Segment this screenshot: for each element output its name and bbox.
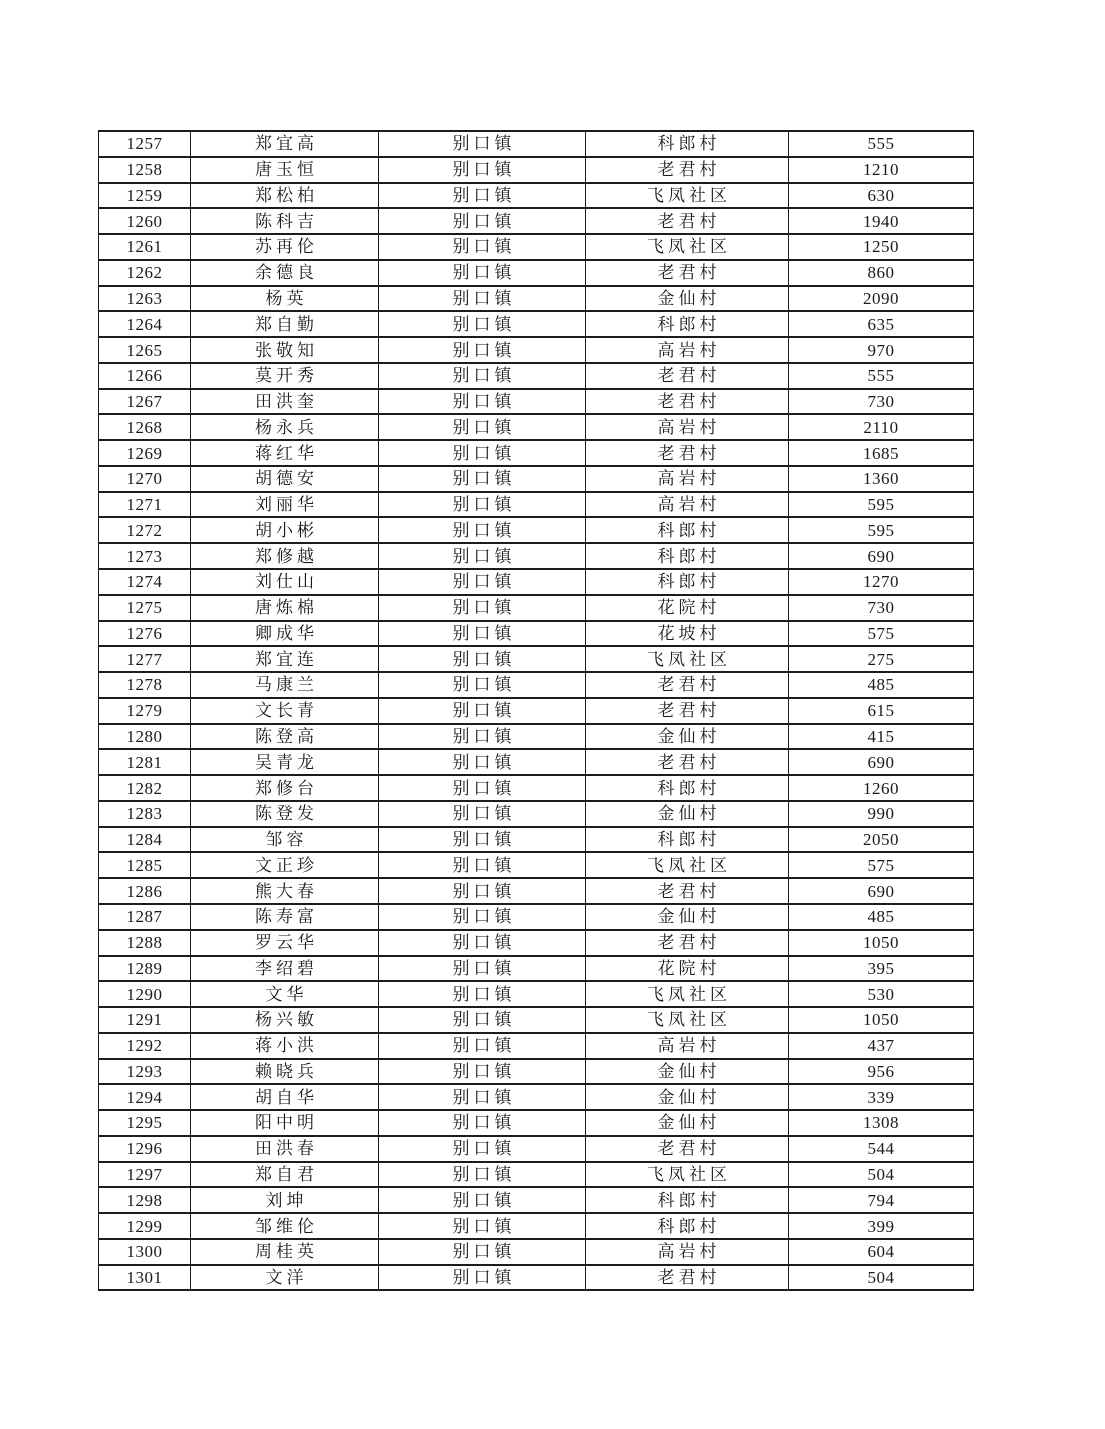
table-cell-town: 别口镇 bbox=[379, 1239, 586, 1265]
table-cell-town: 别口镇 bbox=[379, 1265, 586, 1291]
table-cell-town: 别口镇 bbox=[379, 1110, 586, 1136]
table-cell-village: 花院村 bbox=[586, 956, 789, 982]
table-cell-town: 别口镇 bbox=[379, 131, 586, 157]
table-cell-name: 罗云华 bbox=[191, 930, 379, 956]
table-cell-name: 邹维伦 bbox=[191, 1213, 379, 1239]
table-cell-name: 唐炼棉 bbox=[191, 595, 379, 621]
table-cell-village: 老君村 bbox=[586, 363, 789, 389]
table-cell-amount: 339 bbox=[789, 1084, 974, 1110]
table-cell-amount: 630 bbox=[789, 183, 974, 209]
table-cell-town: 别口镇 bbox=[379, 414, 586, 440]
table-cell-amount: 595 bbox=[789, 517, 974, 543]
table-cell-index: 1272 bbox=[99, 517, 191, 543]
table-cell-index: 1301 bbox=[99, 1265, 191, 1291]
table-cell-town: 别口镇 bbox=[379, 904, 586, 930]
table-cell-index: 1276 bbox=[99, 621, 191, 647]
table-cell-index: 1269 bbox=[99, 440, 191, 466]
table-cell-town: 别口镇 bbox=[379, 852, 586, 878]
table-cell-index: 1258 bbox=[99, 157, 191, 183]
table-cell-town: 别口镇 bbox=[379, 183, 586, 209]
table-cell-town: 别口镇 bbox=[379, 157, 586, 183]
table-cell-amount: 1360 bbox=[789, 466, 974, 492]
table-cell-town: 别口镇 bbox=[379, 569, 586, 595]
table-cell-name: 赖晓兵 bbox=[191, 1059, 379, 1085]
table-cell-village: 金仙村 bbox=[586, 904, 789, 930]
table-cell-amount: 415 bbox=[789, 724, 974, 750]
table-cell-name: 郑修越 bbox=[191, 543, 379, 569]
table-cell-index: 1288 bbox=[99, 930, 191, 956]
table-cell-index: 1261 bbox=[99, 234, 191, 260]
table-cell-village: 金仙村 bbox=[586, 724, 789, 750]
table-cell-index: 1294 bbox=[99, 1084, 191, 1110]
table-cell-amount: 485 bbox=[789, 672, 974, 698]
table-cell-town: 别口镇 bbox=[379, 956, 586, 982]
table-cell-amount: 575 bbox=[789, 621, 974, 647]
table-cell-amount: 485 bbox=[789, 904, 974, 930]
table-cell-index: 1289 bbox=[99, 956, 191, 982]
table-row bbox=[99, 492, 974, 518]
table-cell-index: 1281 bbox=[99, 749, 191, 775]
table-cell-index: 1265 bbox=[99, 337, 191, 363]
table-cell-amount: 595 bbox=[789, 492, 974, 518]
table-cell-index: 1295 bbox=[99, 1110, 191, 1136]
table-cell-amount: 437 bbox=[789, 1033, 974, 1059]
table-cell-index: 1290 bbox=[99, 981, 191, 1007]
table-cell-town: 别口镇 bbox=[379, 208, 586, 234]
table-cell-amount: 1050 bbox=[789, 930, 974, 956]
table-cell-name: 杨英 bbox=[191, 286, 379, 312]
table-cell-amount: 970 bbox=[789, 337, 974, 363]
table-cell-village: 老君村 bbox=[586, 878, 789, 904]
table-cell-name: 文正珍 bbox=[191, 852, 379, 878]
table-cell-amount: 860 bbox=[789, 260, 974, 286]
table-cell-town: 别口镇 bbox=[379, 1213, 586, 1239]
table-cell-village: 老君村 bbox=[586, 672, 789, 698]
table-cell-village: 老君村 bbox=[586, 749, 789, 775]
table-cell-village: 飞凤社区 bbox=[586, 234, 789, 260]
table-cell-amount: 1685 bbox=[789, 440, 974, 466]
table-row bbox=[99, 569, 974, 595]
table-row bbox=[99, 466, 974, 492]
table-cell-name: 李绍碧 bbox=[191, 956, 379, 982]
table-cell-amount: 1050 bbox=[789, 1007, 974, 1033]
table-cell-town: 别口镇 bbox=[379, 517, 586, 543]
table-cell-village: 花院村 bbox=[586, 595, 789, 621]
table-cell-name: 刘仕山 bbox=[191, 569, 379, 595]
table-cell-amount: 2050 bbox=[789, 827, 974, 853]
table-cell-village: 飞凤社区 bbox=[586, 1162, 789, 1188]
table-cell-amount: 1940 bbox=[789, 208, 974, 234]
table-row bbox=[99, 930, 974, 956]
table-row bbox=[99, 131, 974, 157]
table-cell-name: 周桂英 bbox=[191, 1239, 379, 1265]
table-cell-name: 郑松柏 bbox=[191, 183, 379, 209]
table-cell-village: 高岩村 bbox=[586, 1033, 789, 1059]
table-cell-village: 金仙村 bbox=[586, 1059, 789, 1085]
table-row bbox=[99, 414, 974, 440]
table-cell-village: 高岩村 bbox=[586, 1239, 789, 1265]
table-cell-index: 1268 bbox=[99, 414, 191, 440]
table-cell-amount: 730 bbox=[789, 389, 974, 415]
table-cell-town: 别口镇 bbox=[379, 466, 586, 492]
table-cell-town: 别口镇 bbox=[379, 801, 586, 827]
table-row bbox=[99, 1033, 974, 1059]
table-cell-town: 别口镇 bbox=[379, 878, 586, 904]
table-cell-town: 别口镇 bbox=[379, 440, 586, 466]
table-cell-amount: 794 bbox=[789, 1187, 974, 1213]
table-cell-name: 张敬知 bbox=[191, 337, 379, 363]
table-row bbox=[99, 1239, 974, 1265]
table-cell-town: 别口镇 bbox=[379, 672, 586, 698]
table-cell-village: 科郎村 bbox=[586, 131, 789, 157]
table-cell-name: 杨兴敏 bbox=[191, 1007, 379, 1033]
table-cell-amount: 1250 bbox=[789, 234, 974, 260]
table-cell-town: 别口镇 bbox=[379, 698, 586, 724]
table-cell-amount: 275 bbox=[789, 646, 974, 672]
table-cell-name: 陈寿富 bbox=[191, 904, 379, 930]
table-cell-town: 别口镇 bbox=[379, 543, 586, 569]
table-cell-index: 1277 bbox=[99, 646, 191, 672]
table-row bbox=[99, 827, 974, 853]
table-cell-town: 别口镇 bbox=[379, 775, 586, 801]
table-cell-amount: 730 bbox=[789, 595, 974, 621]
table-cell-town: 别口镇 bbox=[379, 930, 586, 956]
table-cell-village: 高岩村 bbox=[586, 414, 789, 440]
table-cell-amount: 555 bbox=[789, 131, 974, 157]
table-cell-town: 别口镇 bbox=[379, 1007, 586, 1033]
table-cell-index: 1292 bbox=[99, 1033, 191, 1059]
table-cell-town: 别口镇 bbox=[379, 260, 586, 286]
table-cell-amount: 956 bbox=[789, 1059, 974, 1085]
table-cell-amount: 690 bbox=[789, 543, 974, 569]
table-cell-village: 科郎村 bbox=[586, 1213, 789, 1239]
table-row bbox=[99, 646, 974, 672]
table-cell-name: 文长青 bbox=[191, 698, 379, 724]
table-cell-index: 1296 bbox=[99, 1136, 191, 1162]
table-cell-name: 唐玉恒 bbox=[191, 157, 379, 183]
table-cell-index: 1285 bbox=[99, 852, 191, 878]
table-row bbox=[99, 260, 974, 286]
table-row bbox=[99, 621, 974, 647]
table-row bbox=[99, 724, 974, 750]
table-cell-town: 别口镇 bbox=[379, 621, 586, 647]
table-cell-index: 1297 bbox=[99, 1162, 191, 1188]
table-cell-amount: 1270 bbox=[789, 569, 974, 595]
table-cell-name: 胡自华 bbox=[191, 1084, 379, 1110]
table-row bbox=[99, 363, 974, 389]
table-cell-index: 1299 bbox=[99, 1213, 191, 1239]
table-row bbox=[99, 956, 974, 982]
table-row bbox=[99, 1084, 974, 1110]
table-cell-village: 高岩村 bbox=[586, 492, 789, 518]
table-row bbox=[99, 183, 974, 209]
table-cell-town: 别口镇 bbox=[379, 1059, 586, 1085]
table-row bbox=[99, 595, 974, 621]
table-cell-name: 蒋小洪 bbox=[191, 1033, 379, 1059]
table-cell-village: 科郎村 bbox=[586, 827, 789, 853]
table-row bbox=[99, 157, 974, 183]
table-row bbox=[99, 517, 974, 543]
table-row bbox=[99, 1059, 974, 1085]
table-row bbox=[99, 672, 974, 698]
table-cell-name: 卿成华 bbox=[191, 621, 379, 647]
table-cell-amount: 555 bbox=[789, 363, 974, 389]
table-cell-town: 别口镇 bbox=[379, 337, 586, 363]
table-cell-name: 苏再伦 bbox=[191, 234, 379, 260]
table-row bbox=[99, 337, 974, 363]
table-cell-village: 老君村 bbox=[586, 208, 789, 234]
table-cell-town: 别口镇 bbox=[379, 1033, 586, 1059]
table-cell-name: 莫开秀 bbox=[191, 363, 379, 389]
table-cell-town: 别口镇 bbox=[379, 1162, 586, 1188]
table-cell-name: 田洪奎 bbox=[191, 389, 379, 415]
table-row bbox=[99, 801, 974, 827]
table-row bbox=[99, 1136, 974, 1162]
table-row bbox=[99, 904, 974, 930]
table-cell-village: 金仙村 bbox=[586, 1110, 789, 1136]
table-row bbox=[99, 878, 974, 904]
roster-table bbox=[98, 130, 974, 1291]
table-cell-index: 1267 bbox=[99, 389, 191, 415]
table-cell-index: 1260 bbox=[99, 208, 191, 234]
table-cell-village: 老君村 bbox=[586, 1136, 789, 1162]
table-cell-town: 别口镇 bbox=[379, 1187, 586, 1213]
table-cell-index: 1259 bbox=[99, 183, 191, 209]
table-row bbox=[99, 234, 974, 260]
table-cell-village: 科郎村 bbox=[586, 517, 789, 543]
table-cell-amount: 504 bbox=[789, 1265, 974, 1291]
table-cell-index: 1264 bbox=[99, 311, 191, 337]
table-cell-town: 别口镇 bbox=[379, 749, 586, 775]
table-cell-village: 高岩村 bbox=[586, 337, 789, 363]
table-cell-village: 飞凤社区 bbox=[586, 646, 789, 672]
table-cell-village: 老君村 bbox=[586, 1265, 789, 1291]
table-cell-village: 高岩村 bbox=[586, 466, 789, 492]
table-cell-amount: 690 bbox=[789, 878, 974, 904]
table-cell-village: 金仙村 bbox=[586, 801, 789, 827]
table-cell-name: 刘丽华 bbox=[191, 492, 379, 518]
table-cell-name: 吴青龙 bbox=[191, 749, 379, 775]
table-cell-name: 郑自君 bbox=[191, 1162, 379, 1188]
table-cell-town: 别口镇 bbox=[379, 363, 586, 389]
table-cell-village: 老君村 bbox=[586, 389, 789, 415]
table-row bbox=[99, 286, 974, 312]
table-cell-village: 飞凤社区 bbox=[586, 852, 789, 878]
table-cell-amount: 990 bbox=[789, 801, 974, 827]
table-cell-index: 1262 bbox=[99, 260, 191, 286]
table-cell-village: 金仙村 bbox=[586, 1084, 789, 1110]
table-cell-index: 1270 bbox=[99, 466, 191, 492]
table-cell-name: 阳中明 bbox=[191, 1110, 379, 1136]
table-cell-index: 1298 bbox=[99, 1187, 191, 1213]
table-row bbox=[99, 208, 974, 234]
table-cell-village: 科郎村 bbox=[586, 775, 789, 801]
table-cell-name: 郑宜高 bbox=[191, 131, 379, 157]
table-cell-amount: 1210 bbox=[789, 157, 974, 183]
table-cell-amount: 504 bbox=[789, 1162, 974, 1188]
table-cell-index: 1266 bbox=[99, 363, 191, 389]
table-cell-name: 陈登高 bbox=[191, 724, 379, 750]
table-cell-town: 别口镇 bbox=[379, 286, 586, 312]
table-cell-name: 余德良 bbox=[191, 260, 379, 286]
table-row bbox=[99, 1007, 974, 1033]
table-cell-index: 1273 bbox=[99, 543, 191, 569]
table-cell-name: 马康兰 bbox=[191, 672, 379, 698]
table-cell-index: 1279 bbox=[99, 698, 191, 724]
table-cell-town: 别口镇 bbox=[379, 234, 586, 260]
table-cell-index: 1283 bbox=[99, 801, 191, 827]
table-cell-amount: 575 bbox=[789, 852, 974, 878]
table-cell-village: 飞凤社区 bbox=[586, 1007, 789, 1033]
table-row bbox=[99, 1162, 974, 1188]
table-cell-amount: 1308 bbox=[789, 1110, 974, 1136]
table-cell-village: 金仙村 bbox=[586, 286, 789, 312]
table-cell-index: 1291 bbox=[99, 1007, 191, 1033]
table-row bbox=[99, 1265, 974, 1291]
table-cell-name: 郑宜连 bbox=[191, 646, 379, 672]
table-cell-town: 别口镇 bbox=[379, 492, 586, 518]
table-cell-village: 科郎村 bbox=[586, 543, 789, 569]
table-cell-name: 蒋红华 bbox=[191, 440, 379, 466]
table-cell-amount: 1260 bbox=[789, 775, 974, 801]
table-cell-village: 科郎村 bbox=[586, 569, 789, 595]
table-cell-name: 胡德安 bbox=[191, 466, 379, 492]
table-cell-town: 别口镇 bbox=[379, 827, 586, 853]
table-cell-town: 别口镇 bbox=[379, 724, 586, 750]
table-cell-village: 老君村 bbox=[586, 930, 789, 956]
table-cell-index: 1271 bbox=[99, 492, 191, 518]
table-cell-index: 1257 bbox=[99, 131, 191, 157]
table-cell-amount: 615 bbox=[789, 698, 974, 724]
table-cell-index: 1282 bbox=[99, 775, 191, 801]
table-row bbox=[99, 1187, 974, 1213]
table-row bbox=[99, 389, 974, 415]
table-cell-index: 1263 bbox=[99, 286, 191, 312]
table-cell-amount: 2110 bbox=[789, 414, 974, 440]
table-cell-index: 1287 bbox=[99, 904, 191, 930]
table-cell-amount: 530 bbox=[789, 981, 974, 1007]
table-cell-name: 田洪春 bbox=[191, 1136, 379, 1162]
table-cell-name: 熊大春 bbox=[191, 878, 379, 904]
roster-table-body bbox=[99, 131, 974, 1290]
table-cell-amount: 395 bbox=[789, 956, 974, 982]
table-cell-town: 别口镇 bbox=[379, 646, 586, 672]
table-cell-amount: 2090 bbox=[789, 286, 974, 312]
table-cell-village: 科郎村 bbox=[586, 311, 789, 337]
table-cell-name: 陈登发 bbox=[191, 801, 379, 827]
table-cell-village: 老君村 bbox=[586, 698, 789, 724]
table-cell-name: 陈科吉 bbox=[191, 208, 379, 234]
table-row bbox=[99, 981, 974, 1007]
table-cell-village: 老君村 bbox=[586, 440, 789, 466]
table-cell-amount: 604 bbox=[789, 1239, 974, 1265]
table-cell-name: 文华 bbox=[191, 981, 379, 1007]
table-cell-index: 1275 bbox=[99, 595, 191, 621]
table-row bbox=[99, 311, 974, 337]
table-cell-town: 别口镇 bbox=[379, 389, 586, 415]
table-cell-village: 老君村 bbox=[586, 260, 789, 286]
table-cell-name: 邹容 bbox=[191, 827, 379, 853]
table-cell-index: 1293 bbox=[99, 1059, 191, 1085]
table-cell-town: 别口镇 bbox=[379, 311, 586, 337]
table-cell-index: 1278 bbox=[99, 672, 191, 698]
table-cell-index: 1280 bbox=[99, 724, 191, 750]
table-cell-town: 别口镇 bbox=[379, 981, 586, 1007]
table-cell-index: 1286 bbox=[99, 878, 191, 904]
table-cell-town: 别口镇 bbox=[379, 1084, 586, 1110]
table-cell-name: 郑自勤 bbox=[191, 311, 379, 337]
table-row bbox=[99, 440, 974, 466]
table-cell-name: 郑修台 bbox=[191, 775, 379, 801]
table-cell-town: 别口镇 bbox=[379, 1136, 586, 1162]
table-cell-index: 1300 bbox=[99, 1239, 191, 1265]
table-row bbox=[99, 1213, 974, 1239]
table-cell-village: 飞凤社区 bbox=[586, 981, 789, 1007]
table-row bbox=[99, 543, 974, 569]
table-cell-name: 刘坤 bbox=[191, 1187, 379, 1213]
table-cell-village: 花坡村 bbox=[586, 621, 789, 647]
table-cell-amount: 690 bbox=[789, 749, 974, 775]
table-row bbox=[99, 1110, 974, 1136]
table-cell-amount: 635 bbox=[789, 311, 974, 337]
table-cell-village: 科郎村 bbox=[586, 1187, 789, 1213]
table-cell-village: 老君村 bbox=[586, 157, 789, 183]
table-row bbox=[99, 698, 974, 724]
table-row bbox=[99, 749, 974, 775]
table-cell-town: 别口镇 bbox=[379, 595, 586, 621]
table-cell-name: 胡小彬 bbox=[191, 517, 379, 543]
table-cell-village: 飞凤社区 bbox=[586, 183, 789, 209]
table-cell-name: 文洋 bbox=[191, 1265, 379, 1291]
table-cell-amount: 399 bbox=[789, 1213, 974, 1239]
table-cell-index: 1284 bbox=[99, 827, 191, 853]
table-cell-amount: 544 bbox=[789, 1136, 974, 1162]
table-row bbox=[99, 852, 974, 878]
table-row bbox=[99, 775, 974, 801]
table-cell-name: 杨永兵 bbox=[191, 414, 379, 440]
table-cell-index: 1274 bbox=[99, 569, 191, 595]
